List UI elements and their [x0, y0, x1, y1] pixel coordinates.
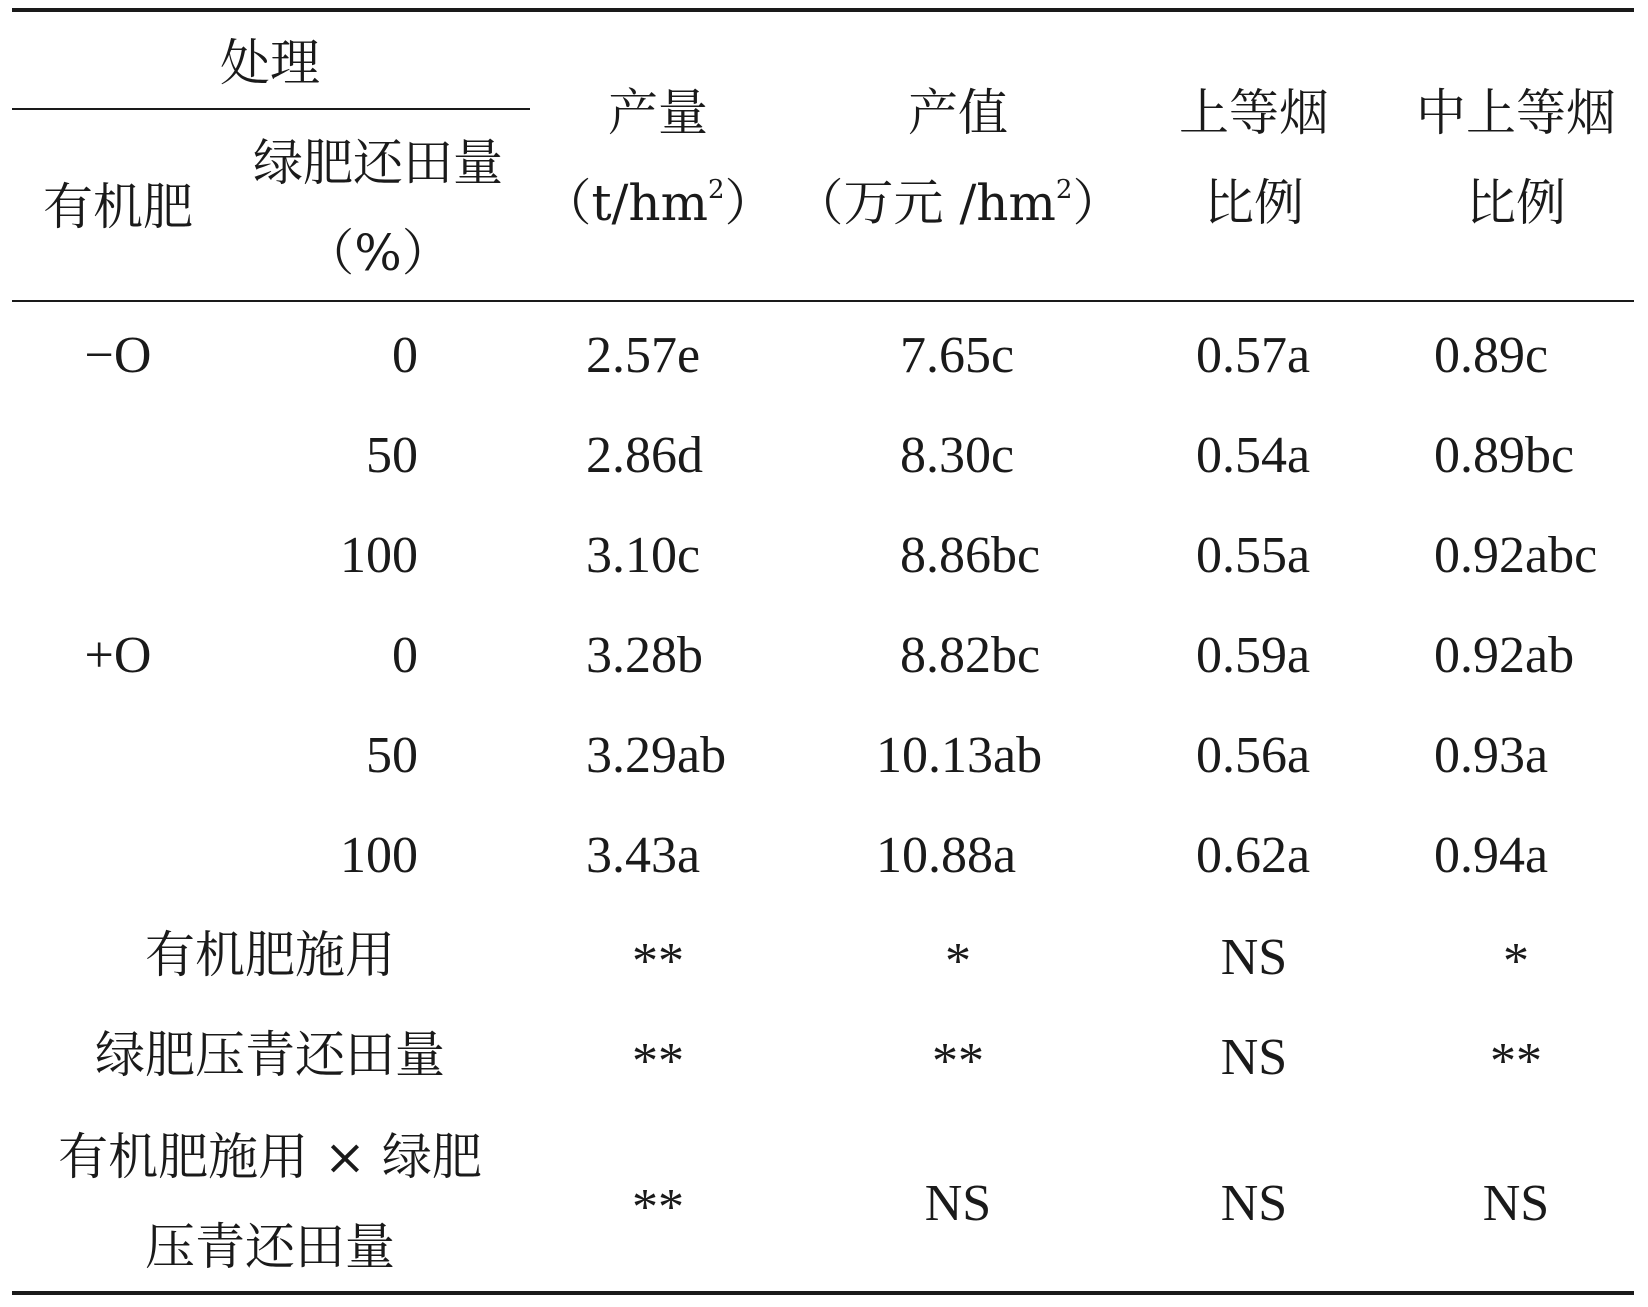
header-midupper: 中上等烟: [1416, 84, 1616, 142]
header-yield: 产量: [608, 84, 708, 142]
stat-value: NS: [924, 1175, 992, 1232]
stat-label: 绿肥压青还田量: [95, 1026, 445, 1084]
stat-upper: NS: [1220, 929, 1288, 986]
header-upper-2: 比例: [1204, 174, 1304, 232]
header-green-manure: 绿肥还田量: [253, 134, 503, 192]
cell-value: 8.82bc: [900, 627, 1041, 684]
cell-upper: 0.54a: [1196, 427, 1311, 484]
cell-midupper: 0.93a: [1434, 727, 1549, 784]
cell-upper: 0.55a: [1196, 527, 1311, 584]
cell-yield: 3.28b: [586, 627, 703, 684]
stat-midupper: **: [1490, 1033, 1542, 1090]
top-rule: [12, 8, 1634, 12]
cell-midupper: 0.89c: [1434, 327, 1549, 384]
cell-midupper: 0.92ab: [1434, 627, 1575, 684]
cell-green-manure: 100: [340, 527, 418, 584]
cell-upper: 0.59a: [1196, 627, 1311, 684]
stat-midupper: *: [1503, 933, 1529, 990]
cell-midupper: 0.89bc: [1434, 427, 1575, 484]
cell-green-manure: 50: [366, 727, 418, 784]
header-rule: [12, 300, 1634, 302]
stat-upper: NS: [1220, 1029, 1288, 1086]
cell-yield: 3.29ab: [586, 727, 727, 784]
stat-label-line-1: 有机肥施用 × 绿肥: [58, 1128, 482, 1186]
header-value-unit: （万元 $/hm^2$）: [793, 174, 1123, 232]
cell-value: 10.13ab: [876, 727, 1043, 784]
stat-value: *: [945, 933, 971, 990]
stat-yield: **: [632, 1033, 684, 1090]
cell-upper: 0.62a: [1196, 827, 1311, 884]
cell-green-manure: 50: [366, 427, 418, 484]
cell-yield: 2.86d: [586, 427, 703, 484]
cell-organic: +O: [84, 627, 152, 684]
cell-midupper: 0.92abc: [1434, 527, 1598, 584]
cell-green-manure: 100: [340, 827, 418, 884]
stat-midupper: NS: [1482, 1175, 1550, 1232]
header-treatment: 处理: [220, 34, 320, 92]
header-midupper-2: 比例: [1466, 174, 1566, 232]
header-value: 产值: [908, 84, 1008, 142]
stat-value: **: [932, 1033, 984, 1090]
stat-label-line-2: 压青还田量: [145, 1218, 395, 1276]
cell-value: 8.30c: [900, 427, 1015, 484]
cell-green-manure: 0: [392, 327, 418, 384]
cell-upper: 0.57a: [1196, 327, 1311, 384]
cell-organic: −O: [84, 327, 152, 384]
cell-green-manure: 0: [392, 627, 418, 684]
header-upper: 上等烟: [1179, 84, 1329, 142]
cell-value: 10.88a: [876, 827, 1017, 884]
cell-value: 8.86bc: [900, 527, 1041, 584]
header-green-manure-unit: （%）: [304, 224, 452, 282]
cell-upper: 0.56a: [1196, 727, 1311, 784]
cell-yield: 2.57e: [586, 327, 701, 384]
bottom-rule: [12, 1291, 1634, 1295]
stat-yield: **: [632, 1179, 684, 1236]
stat-label: 有机肥施用: [145, 926, 395, 984]
header-yield-unit: $(t/hm^2)$: [541, 174, 775, 232]
cell-value: 7.65c: [900, 327, 1015, 384]
header-sub-rule: [12, 108, 530, 110]
cell-yield: 3.43a: [586, 827, 701, 884]
header-organic: 有机肥: [43, 178, 193, 236]
cell-yield: 3.10c: [586, 527, 701, 584]
cell-midupper: 0.94a: [1434, 827, 1549, 884]
stat-yield: **: [632, 933, 684, 990]
stat-upper: NS: [1220, 1175, 1288, 1232]
